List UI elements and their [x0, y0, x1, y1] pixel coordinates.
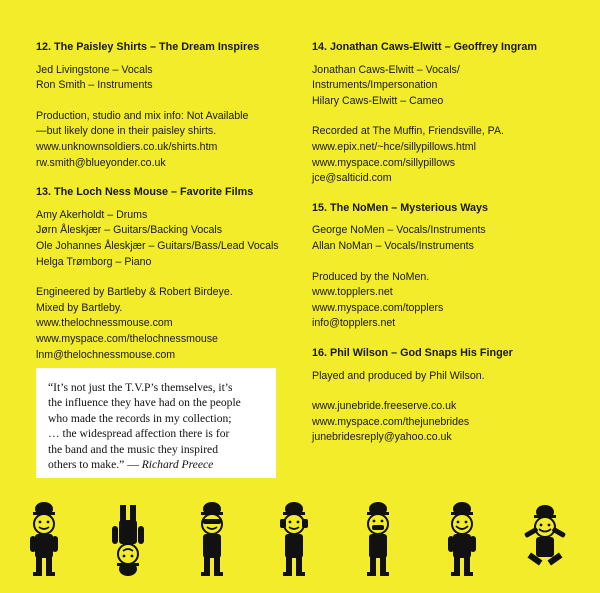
url-line: www.myspace.com/thejunebrides — [312, 415, 470, 428]
credit-line: Hilary Caws-Elwitt – Cameo — [312, 94, 444, 107]
note-line: Mixed by Bartleby. — [36, 301, 123, 314]
email-line: lnm@thelochnessmouse.com — [36, 348, 176, 361]
right-column — [312, 40, 582, 460]
quote-line: the influence they have had on the people — [48, 396, 241, 410]
quote-line: others to make.” — — [48, 458, 142, 472]
note-line: Engineered by Bartleby & Robert Birdeye. — [36, 286, 233, 299]
credit-line: Ron Smith – Instruments — [36, 79, 153, 92]
quote-line: who made the records in my collection; — [48, 411, 232, 425]
url-line: www.myspace.com/topplers — [312, 301, 444, 314]
note-line: Produced by the NoMen. — [312, 270, 430, 283]
url-line: www.epix.net/~hce/sillypillows.html — [312, 140, 476, 153]
email-line: junebridesreply@yahoo.co.uk — [312, 431, 452, 444]
bowler-man-figure-standing — [22, 500, 66, 578]
bowler-man-figure-hear-no-evil — [272, 500, 316, 578]
track-12 — [36, 40, 306, 171]
credit-line: Jørn Åleskjær – Guitars/Backing Vocals — [36, 224, 223, 237]
bowler-man-figure-handstand — [106, 500, 150, 578]
email-line: rw.smith@blueyonder.co.uk — [36, 156, 166, 169]
quote-author: Richard Preece — [141, 458, 214, 472]
track-14 — [312, 40, 582, 187]
note-line: Recorded at The Muffin, Friendsville, PA. — [312, 125, 504, 138]
track-title: 16. Phil Wilson – God Snaps His Finger — [312, 346, 513, 359]
url-line: www.junebride.freeserve.co.uk — [312, 400, 457, 413]
quote-box — [36, 368, 276, 478]
credit-line: Amy Akerholdt – Drums — [36, 208, 148, 221]
bowler-man-figure-speak-no-evil — [356, 500, 400, 578]
track-16 — [312, 346, 582, 446]
track-title: 13. The Loch Ness Mouse – Favorite Films — [36, 186, 254, 199]
url-line: www.thelochnessmouse.com — [36, 317, 173, 330]
bowler-hat-figures-row — [0, 500, 600, 580]
credit-line: Helga Trømborg – Piano — [36, 255, 152, 268]
url-line: www.myspace.com/thelochnessmouse — [36, 332, 218, 345]
quote-line: … the widespread affection there is for — [48, 427, 230, 441]
track-15 — [312, 201, 582, 332]
track-title: 14. Jonathan Caws-Elwitt – Geoffrey Ingram — [312, 41, 537, 53]
note-line: Production, studio and mix info: Not Available — [36, 109, 249, 122]
left-column — [36, 40, 306, 377]
bowler-man-figure-smiling — [440, 500, 484, 578]
quote-last-line — [48, 457, 264, 472]
track-title: 15. The NoMen – Mysterious Ways — [312, 201, 488, 214]
email-line: jce@salticid.com — [312, 172, 392, 185]
track-title: 12. The Paisley Shirts – The Dream Inspires — [36, 41, 260, 53]
credit-line: Instruments/Impersonation — [312, 79, 438, 92]
quote-line: the band and the music they inspired — [48, 442, 219, 456]
credit-line: Jed Livingstone – Vocals — [36, 63, 153, 76]
url-line: www.myspace.com/sillypillows — [312, 156, 456, 169]
email-line: info@topplers.net — [312, 317, 396, 330]
url-line: www.unknownsoldiers.co.uk/shirts.htm — [36, 140, 218, 153]
track-13 — [36, 185, 306, 363]
url-line: www.topplers.net — [312, 286, 393, 299]
credit-line: Allan NoMan – Vocals/Instruments — [312, 239, 474, 252]
credit-line: Jonathan Caws-Elwitt – Vocals/ — [312, 63, 460, 76]
credit-line: Ole Johannes Åleskjær – Guitars/Bass/Lead Vocals — [36, 239, 279, 252]
bowler-man-figure-jumping — [518, 500, 572, 578]
quote-line: “It’s not just the T.V.P’s themselves, it’s — [48, 381, 233, 394]
credit-line: George NoMen – Vocals/Instruments — [312, 224, 486, 237]
bowler-man-figure-see-no-evil — [190, 500, 234, 578]
credit-line: Played and produced by Phil Wilson. — [312, 369, 485, 382]
note-line: —but likely done in their paisley shirts. — [36, 125, 217, 138]
